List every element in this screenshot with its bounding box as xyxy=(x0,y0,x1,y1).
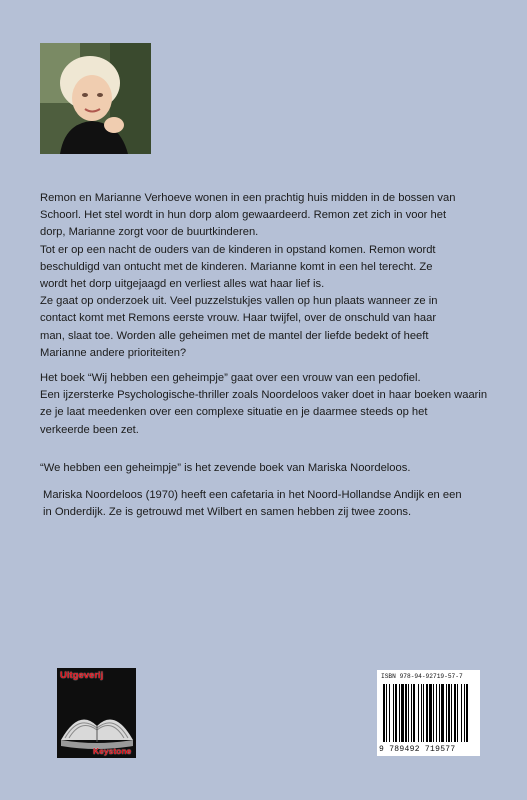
blurb-paragraph-series xyxy=(40,460,480,477)
text-line: beschuldigd van ontucht met de kinderen. Marianne komt in een hel terecht. Ze xyxy=(40,260,433,273)
publisher-logo xyxy=(57,668,136,758)
text-line: Tot er op een nacht de ouders van de kinderen in opstand komen. Remon wordt xyxy=(40,243,436,256)
text-line: Marianne andere prioriteiten? xyxy=(40,346,187,359)
barcode-icon xyxy=(381,684,476,744)
text-line: verkeerde been zet. xyxy=(40,423,139,436)
open-book-icon xyxy=(57,668,136,758)
text-line: Remon en Marianne Verhoeve wonen in een prachtig huis midden in de bossen van xyxy=(40,192,456,204)
text-line: dorp, Marianne zorgt voor de buurtkinderen. xyxy=(40,226,259,239)
publisher-name-bottom: Keystone xyxy=(93,746,132,756)
text-line: in Onderdijk. Ze is getrouwd met Wilbert en samen hebben zij twee zoons. xyxy=(43,506,412,519)
author-photo xyxy=(40,43,151,154)
text-line: man, slaat toe. Worden alle geheimen met de mantel der liefde bedekt of heeft xyxy=(40,329,429,342)
author-portrait-icon xyxy=(40,43,151,154)
text-line: Het boek “Wij hebben een geheimpje” gaat over een vrouw van een pedofiel. xyxy=(40,372,421,384)
text-line: Een ijzersterke Psychologische-thriller zoals Noordeloos vaker doet in haar boeken waarin xyxy=(40,389,488,402)
isbn-barcode xyxy=(377,670,480,756)
text-line: Mariska Noordeloos (1970) heeft een cafetaria in het Noord-Hollandse Andijk en een xyxy=(43,489,462,501)
publisher-name-top: Uitgeverij xyxy=(60,670,104,681)
text-line: Schoorl. Het stel wordt in hun dorp alom gewaardeerd. Remon zet zich in voor het xyxy=(40,209,447,222)
text-line: ze je laat meedenken over een complexe situatie en je daarmee steeds op het xyxy=(40,406,428,419)
barcode-digits: 9 789492 719577 xyxy=(379,745,456,754)
blurb-paragraph-story xyxy=(40,190,480,362)
text-line: wordt het dorp uitgejaagd en verliest alles wat haar lief is. xyxy=(40,278,325,291)
blurb-paragraph-about xyxy=(40,370,488,439)
text-line: “We hebben een geheimpje” is het zevende boek van Mariska Noordeloos. xyxy=(40,462,411,474)
isbn-label: ISBN 978-94-92719-57-7 xyxy=(381,673,463,680)
text-line: Ze gaat op onderzoek uit. Veel puzzelstukjes vallen op hun plaats wanneer ze in xyxy=(40,295,438,308)
text-line: contact komt met Remons eerste vrouw. Haar twijfel, over de onschuld van haar xyxy=(40,312,437,325)
author-bio xyxy=(43,487,483,521)
